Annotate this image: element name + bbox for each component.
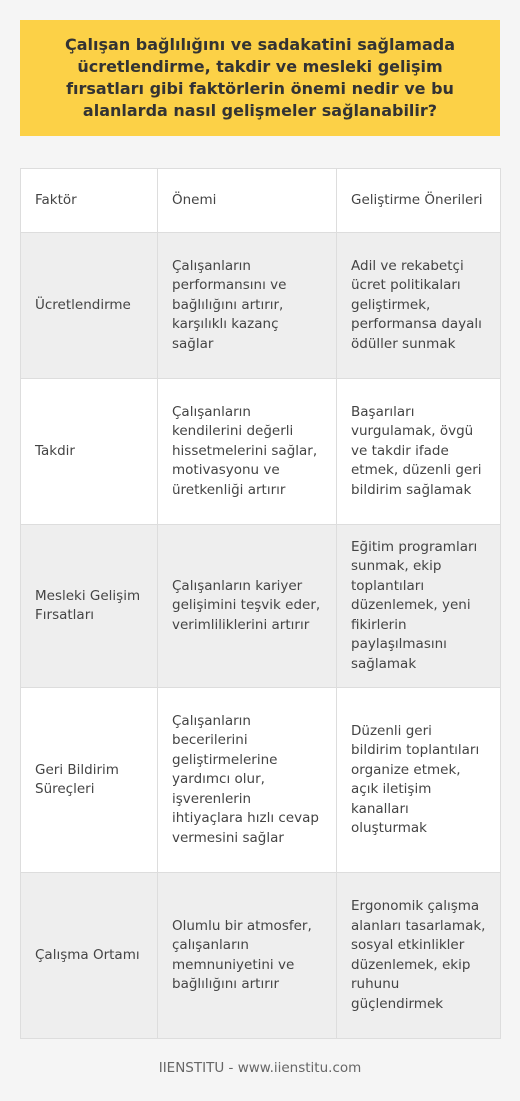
footer-credit: IIENSTITU - www.iienstitu.com: [158, 1060, 362, 1076]
title-banner: [20, 20, 500, 136]
importance-cell: Çalışanların becerilerini geliştirmelerine yardımcı olur, işverenlerin ihtiyaçlara hızlı cevap vermesini sağlar: [158, 688, 337, 873]
table-row: [21, 688, 501, 873]
suggestions-cell: Adil ve rekabetçi ücret politikaları geliştirmek, performansa dayalı ödüller sunmak: [337, 233, 501, 379]
table-row: [21, 233, 501, 379]
factor-cell: Çalışma Ortamı: [21, 873, 158, 1039]
importance-cell: Çalışanların kariyer gelişimini teşvik eder, verimliliklerini artırır: [158, 525, 337, 688]
table-header-row: [21, 169, 501, 233]
column-header-suggestions: Geliştirme Önerileri: [337, 169, 501, 233]
column-header-factor: Faktör: [21, 169, 158, 233]
suggestions-cell: Düzenli geri bildirim toplantıları organize etmek, açık iletişim kanalları oluşturmak: [337, 688, 501, 873]
factor-cell: Ücretlendirme: [21, 233, 158, 379]
importance-cell: Çalışanların kendilerini değerli hissetmelerini sağlar, motivasyonu ve üretkenliği artırır: [158, 379, 337, 525]
importance-cell: Olumlu bir atmosfer, çalışanların memnuniyetini ve bağlılığını artırır: [158, 873, 337, 1039]
suggestions-cell: Ergonomik çalışma alanları tasarlamak, sosyal etkinlikler düzenlemek, ekip ruhunu güçlendirmek: [337, 873, 501, 1039]
factors-table: [20, 168, 501, 1039]
factor-cell: Mesleki Gelişim Fırsatları: [21, 525, 158, 688]
importance-cell: Çalışanların performansını ve bağlılığını artırır, karşılıklı kazanç sağlar: [158, 233, 337, 379]
column-header-importance: Önemi: [158, 169, 337, 233]
table-row: [21, 525, 501, 688]
factor-cell: Takdir: [21, 379, 158, 525]
table-row: [21, 379, 501, 525]
table-row: [21, 873, 501, 1039]
factor-cell: Geri Bildirim Süreçleri: [21, 688, 158, 873]
page-title: Çalışan bağlılığını ve sadakatini sağlamada ücretlendirme, takdir ve mesleki gelişim fırsatları gibi faktörlerin önemi nedir ve bu alanlarda nasıl gelişmeler sağlanabilir?: [64, 35, 456, 120]
suggestions-cell: Başarıları vurgulamak, övgü ve takdir ifade etmek, düzenli geri bildirim sağlamak: [337, 379, 501, 525]
suggestions-cell: Eğitim programları sunmak, ekip toplantıları düzenlemek, yeni fikirlerin paylaşılmasını sağlamak: [337, 525, 501, 688]
